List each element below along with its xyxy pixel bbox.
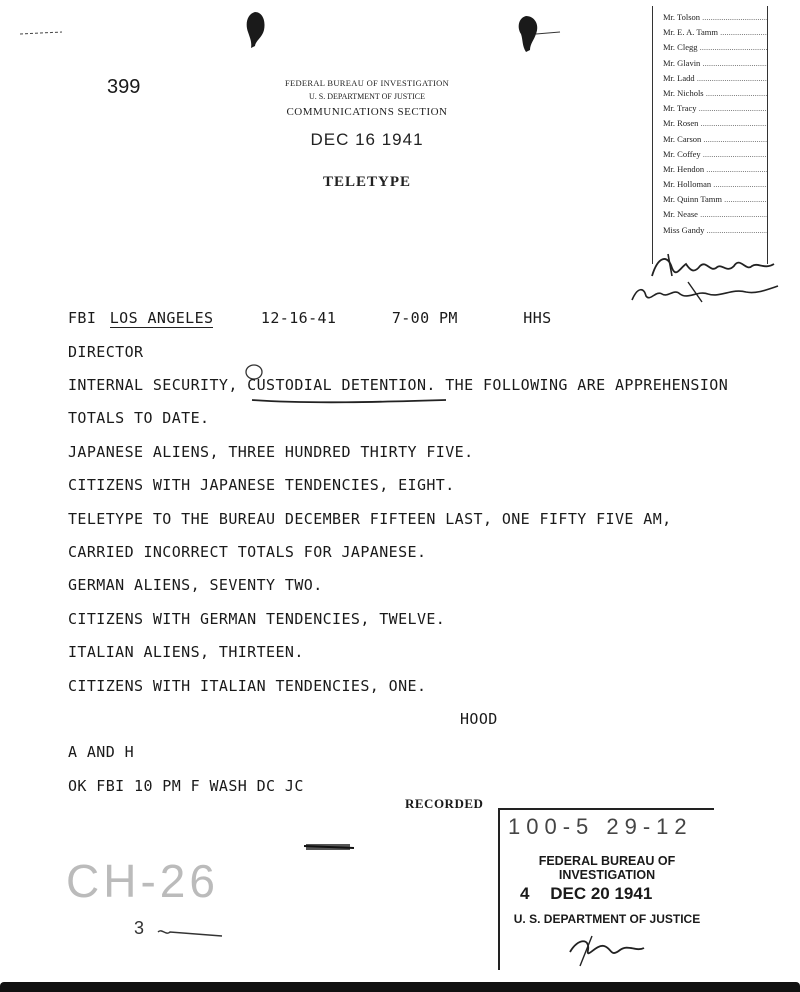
fastener-hole-right [512, 12, 562, 56]
bottom-stamp-handwritten-initials [500, 930, 714, 970]
acknowledgement-line: A AND H [68, 743, 135, 761]
fbi-indexing-stamp [498, 808, 714, 970]
stamp-received-date: DEC 16 1941 [310, 130, 424, 149]
routing-item: Mr. Tracy ..... [663, 101, 767, 116]
body-line: TELETYPE TO THE BUREAU DECEMBER FIFTEEN LAST, ONE FIFTY FIVE AM, [68, 510, 672, 528]
body-line: CARRIED INCORRECT TOTALS FOR JAPANESE. [68, 543, 427, 561]
routing-item: Mr. Hendon ..... [663, 162, 767, 177]
body-line: GERMAN ALIENS, SEVENTY TWO. [68, 576, 323, 594]
handwritten-initials-signature [628, 246, 788, 308]
body-line: CITIZENS WITH ITALIAN TENDENCIES, ONE. [68, 677, 427, 695]
margin-note: CH-26 [66, 855, 219, 907]
addressee: DIRECTOR [68, 343, 144, 361]
routing-item: Miss Gandy ..... [663, 223, 767, 238]
routing-item: Mr. Clegg ..... [663, 40, 767, 55]
header-from: FBI [68, 309, 97, 327]
file-number: 399 [107, 76, 141, 98]
routing-item: Mr. Glavin ..... [663, 56, 767, 71]
stamp-teletype-label: TELETYPE [322, 174, 412, 190]
body-line: CITIZENS WITH JAPANESE TENDENCIES, EIGHT. [68, 476, 455, 494]
body-line: ITALIAN ALIENS, THIRTEEN. [68, 643, 304, 661]
routing-item: Mr. Quinn Tamm ..... [663, 192, 767, 207]
stamp-bureau-line: FEDERAL BUREAU OF INVESTIGATION [284, 78, 450, 88]
routing-item: Mr. Nichols ..... [663, 86, 767, 101]
struck-out-mark [304, 840, 354, 854]
stamp-section-line: COMMUNICATIONS SECTION [286, 106, 448, 118]
routing-list-box [652, 6, 768, 264]
scan-edge-bar [0, 982, 800, 992]
communications-section-stamp [262, 78, 472, 191]
header-time: 7-00 PM [391, 309, 458, 327]
bottom-stamp-date: DEC 20 1941 [550, 884, 653, 903]
routing-item: Mr. Holloman ..... [663, 177, 767, 192]
margin-note-small: 3 [134, 918, 145, 938]
bottom-file-number: 100-5 29-12 [508, 814, 693, 839]
handwritten-underline-subject [250, 396, 450, 406]
recorded-stamp: RECORDED [405, 796, 484, 811]
header-date: 12-16-41 [260, 309, 337, 327]
routing-item: Mr. Rosen ..... [663, 116, 767, 131]
routing-item: Mr. Coffey ..... [663, 147, 767, 162]
routing-item: Mr. E. A. Tamm ..... [663, 25, 767, 40]
acknowledgement-line: OK FBI 10 PM F WASH DC JC [68, 777, 304, 795]
routing-item: Mr. Carson ..... [663, 132, 767, 147]
body-line: JAPANESE ALIENS, THREE HUNDRED THIRTY FIVE. [68, 443, 474, 461]
fastener-hole-left [238, 8, 272, 52]
header-office: LOS ANGELES [109, 309, 214, 327]
routing-item: Mr. Nease ..... [663, 207, 767, 222]
routing-item: Mr. Ladd ..... [663, 71, 767, 86]
header-initials: HHS [523, 309, 552, 327]
body-line: CITIZENS WITH GERMAN TENDENCIES, TWELVE. [68, 610, 446, 628]
handwritten-underline-note [156, 926, 226, 942]
edge-scribble [18, 28, 64, 38]
routing-item: Mr. Tolson ..... [663, 10, 767, 25]
teletype-header [68, 309, 552, 328]
body-line: TOTALS TO DATE. [68, 409, 210, 427]
bottom-stamp-date-row [520, 884, 652, 904]
bottom-stamp-serial: 4 [520, 884, 530, 903]
routing-list [653, 6, 767, 238]
bottom-stamp-department-line: U. S. DEPARTMENT OF JUSTICE [513, 912, 701, 926]
sender-signature: HOOD [460, 710, 498, 728]
body-line: INTERNAL SECURITY, CUSTODIAL DETENTION. THE FOLLOWING ARE APPREHENSION [68, 376, 729, 394]
stamp-department-line: U. S. DEPARTMENT OF JUSTICE [309, 92, 425, 101]
bottom-stamp-bureau-line: FEDERAL BUREAU OF INVESTIGATION [538, 854, 676, 882]
